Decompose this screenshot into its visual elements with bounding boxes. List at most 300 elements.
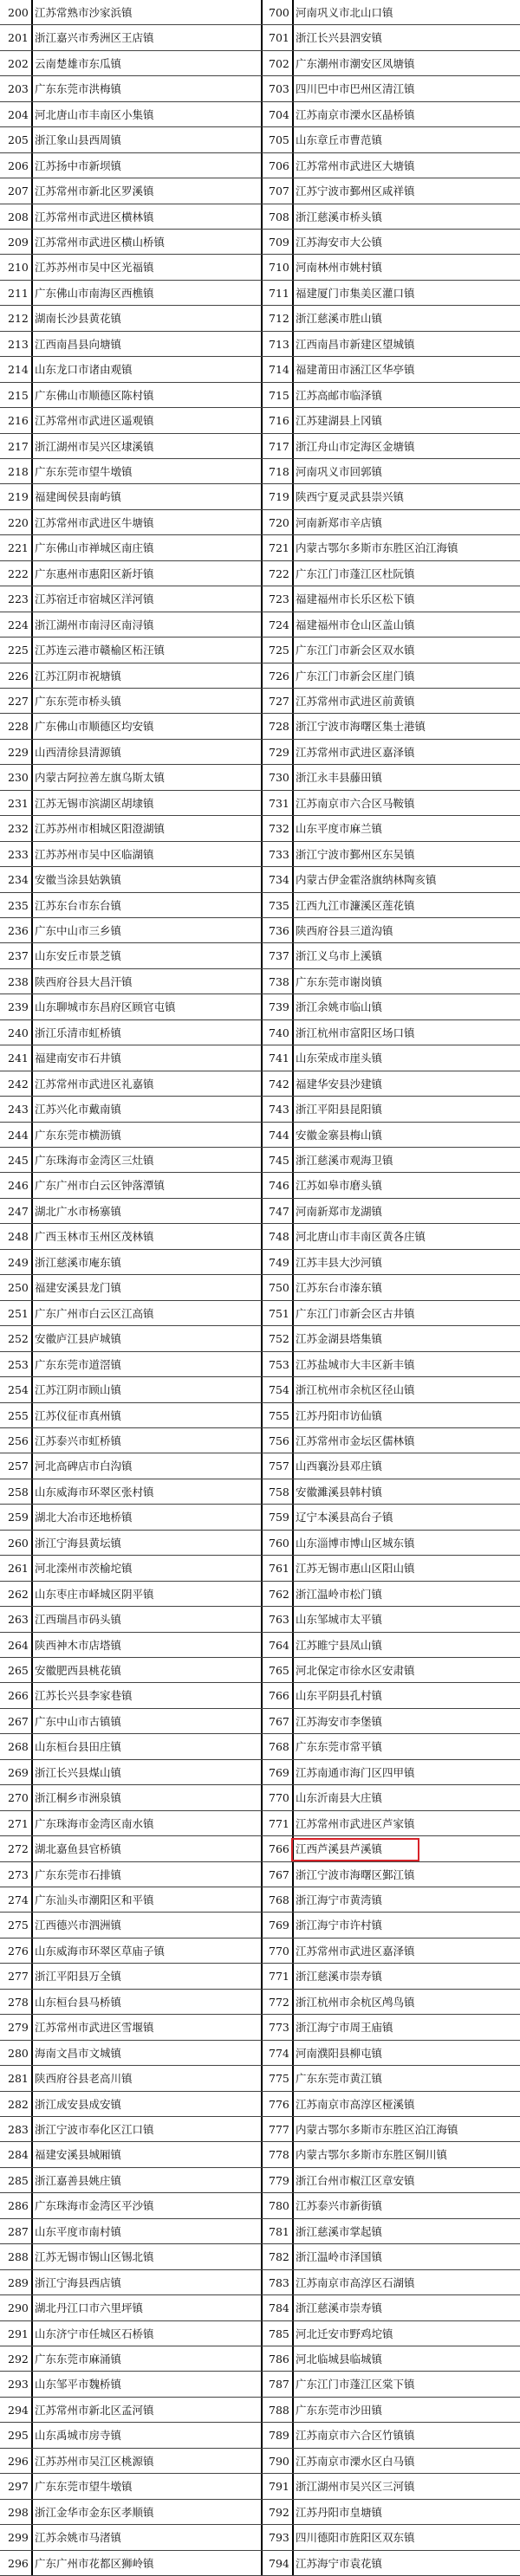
rank-number: 742 <box>269 1077 289 1091</box>
town-name: 浙江慈溪市崇寿镇 <box>296 2301 383 2315</box>
rank-number: 711 <box>269 286 289 300</box>
rank-number: 201 <box>8 31 29 45</box>
town-name: 浙江象山县西周镇 <box>35 133 122 147</box>
rank-number: 743 <box>269 1103 289 1116</box>
town-name: 江苏常州市武进区礼嘉镇 <box>35 1077 154 1091</box>
town-name: 江苏泰兴市虹桥镇 <box>35 1434 122 1447</box>
rank-number: 287 <box>8 2224 29 2238</box>
town-name: 福建华安县沙建镇 <box>296 1077 383 1091</box>
town-name: 安徽濉溪县韩村镇 <box>296 1485 383 1498</box>
town-name: 福建厦门市集美区灌口镇 <box>296 286 415 300</box>
town-name: 广东佛山市顺德区均安镇 <box>35 720 154 734</box>
town-name: 江苏高邮市临泽镇 <box>296 388 383 402</box>
rank-number: 213 <box>8 337 29 351</box>
rank-number: 237 <box>8 949 29 963</box>
town-name: 江苏常州市武进区嘉泽镇 <box>296 745 415 759</box>
town-name: 江苏常州市金坛区儒林镇 <box>296 1434 415 1447</box>
rank-number: 251 <box>8 1306 29 1320</box>
rank-number: 293 <box>8 2378 29 2392</box>
rank-number: 295 <box>8 2429 29 2443</box>
column-divider <box>292 0 294 2576</box>
town-name: 广东珠海市金湾区三灶镇 <box>35 1154 154 1168</box>
rank-number: 767 <box>269 1714 289 1728</box>
town-name: 江苏连云港市赣榆区柘汪镇 <box>35 644 166 657</box>
town-name: 浙江杭州市余杭区径山镇 <box>296 1383 415 1397</box>
rank-number: 774 <box>269 2046 289 2060</box>
town-name: 江苏金湖县塔集镇 <box>296 1332 383 1346</box>
town-name: 浙江成安县成安镇 <box>35 2097 122 2111</box>
town-name: 山东禹城市房寺镇 <box>35 2429 122 2443</box>
town-name: 广东江门市蓬江区棠下镇 <box>296 2378 415 2392</box>
town-name: 湖北广水市杨寨镇 <box>35 1204 122 1218</box>
town-name: 安徽庐江县庐城镇 <box>35 1332 122 1346</box>
town-name: 江西瑞昌市码头镇 <box>35 1613 122 1627</box>
rank-number: 784 <box>269 2301 289 2315</box>
rank-number: 242 <box>8 1077 29 1091</box>
town-name: 山东章丘市曹范镇 <box>296 133 383 147</box>
town-name: 浙江杭州市余杭区鸬鸟镇 <box>296 1995 415 2009</box>
rank-number: 226 <box>8 669 29 683</box>
town-name: 福建闽侯县南屿镇 <box>35 490 122 504</box>
town-name: 江苏南京市溧水区白马镇 <box>296 2454 415 2468</box>
rank-number: 722 <box>269 566 289 580</box>
rank-number: 762 <box>269 1587 289 1601</box>
town-name: 浙江慈溪市桥头镇 <box>296 210 383 223</box>
rank-number: 253 <box>8 1357 29 1371</box>
town-name: 湖北大冶市还地桥镇 <box>35 1511 133 1524</box>
rank-number: 701 <box>269 31 289 45</box>
town-name: 河南巩义市北山口镇 <box>296 6 393 19</box>
rank-number: 282 <box>8 2097 29 2111</box>
rank-number: 725 <box>269 644 289 657</box>
town-name: 江苏常州市武进区芦家镇 <box>296 1816 415 1830</box>
rank-number: 718 <box>269 465 289 479</box>
rank-number: 222 <box>8 566 29 580</box>
town-name: 福建南安市石井镇 <box>35 1052 122 1065</box>
town-name: 浙江嘉兴市秀洲区王店镇 <box>35 31 154 45</box>
rank-number: 709 <box>269 236 289 249</box>
town-name: 浙江慈溪市掌起镇 <box>296 2224 383 2238</box>
town-name: 浙江海宁市许村镇 <box>296 1919 383 1932</box>
town-name: 浙江舟山市定海区金塘镇 <box>296 439 415 453</box>
rank-number: 283 <box>8 2122 29 2136</box>
town-name: 湖北嘉鱼县官桥镇 <box>35 1842 122 1856</box>
town-name: 江苏兴化市戴南镇 <box>35 1103 122 1116</box>
town-name: 浙江宁海县西店镇 <box>35 2275 122 2289</box>
town-name: 广西玉林市玉州区茂林镇 <box>35 1230 154 1244</box>
rank-number: 775 <box>269 2072 289 2086</box>
rank-number: 269 <box>8 1765 29 1779</box>
town-name: 浙江金华市金东区孝顺镇 <box>35 2505 154 2519</box>
rank-number: 758 <box>269 1485 289 1498</box>
rank-number: 292 <box>8 2352 29 2366</box>
town-name: 江苏长兴县李家巷镇 <box>35 1689 133 1703</box>
town-name: 江苏丹阳市皇塘镇 <box>296 2505 383 2519</box>
rank-number: 289 <box>8 2275 29 2289</box>
town-name: 湖南长沙县黄花镇 <box>35 312 122 326</box>
rank-number: 767 <box>269 1867 289 1881</box>
rank-number: 260 <box>8 1536 29 1550</box>
rank-number: 763 <box>269 1613 289 1627</box>
rank-number: 706 <box>269 159 289 172</box>
rank-number: 714 <box>269 363 289 377</box>
town-name: 广东中山市三乡镇 <box>35 924 122 938</box>
town-name: 山西清徐县清源镇 <box>35 745 122 759</box>
town-name: 山东平阴县孔村镇 <box>296 1689 383 1703</box>
town-name: 江苏睢宁县凤山镇 <box>296 1638 383 1652</box>
rank-number: 268 <box>8 1740 29 1754</box>
rank-number: 739 <box>269 1000 289 1014</box>
rank-number: 215 <box>8 388 29 402</box>
town-name: 河北滦州市茨榆坨镇 <box>35 1562 133 1576</box>
rank-number: 728 <box>269 720 289 734</box>
town-name: 河北临城县临城镇 <box>296 2352 383 2366</box>
rank-number: 702 <box>269 56 289 70</box>
rank-number: 779 <box>269 2173 289 2187</box>
town-name: 浙江乐清市虹桥镇 <box>35 1026 122 1039</box>
rank-number: 766 <box>269 1842 289 1856</box>
town-name: 广东江门市新会区双水镇 <box>296 644 415 657</box>
town-name: 江苏扬中市新坝镇 <box>35 159 122 172</box>
town-name: 四川巴中市巴州区清江镇 <box>296 82 415 96</box>
rank-number: 717 <box>269 439 289 453</box>
town-name: 浙江慈溪市崇寿镇 <box>296 1970 383 1984</box>
town-name: 浙江永丰县藤田镇 <box>296 771 383 785</box>
rank-number: 703 <box>269 82 289 96</box>
rank-number: 250 <box>8 1281 29 1295</box>
town-name: 广东东莞市黄江镇 <box>296 2072 383 2086</box>
town-name: 江苏常州市武进区前黄镇 <box>296 695 415 709</box>
town-name: 山东淄博市博山区城东镇 <box>296 1536 415 1550</box>
town-name: 江苏余姚市马渚镇 <box>35 2531 122 2545</box>
rank-number: 244 <box>8 1128 29 1142</box>
town-name: 福建安溪县龙门镇 <box>35 1281 122 1295</box>
town-name: 江苏常州市武进区牛塘镇 <box>35 515 154 529</box>
town-name: 浙江湖州市南浔区南浔镇 <box>35 618 154 631</box>
town-name: 广东广州市花都区狮岭镇 <box>35 2556 154 2570</box>
town-name: 安徽金寨县梅山镇 <box>296 1128 383 1142</box>
town-name: 浙江海宁市黄湾镇 <box>296 1893 383 1906</box>
rank-number: 770 <box>269 1944 289 1958</box>
rank-number: 277 <box>8 1970 29 1984</box>
rank-number: 281 <box>8 2072 29 2086</box>
town-name: 山东安丘市景芝镇 <box>35 949 122 963</box>
town-name: 江苏丹阳市访仙镇 <box>296 1408 383 1422</box>
town-name: 广东东莞市洪梅镇 <box>35 82 122 96</box>
town-name: 江苏常熟市沙家浜镇 <box>35 6 133 19</box>
rank-number: 750 <box>269 1281 289 1295</box>
rank-number: 221 <box>8 541 29 555</box>
town-name: 广东江门市蓬江区杜阮镇 <box>296 566 415 580</box>
town-name: 浙江慈溪市胜山镇 <box>296 312 383 326</box>
town-name: 河南濮阳县柳屯镇 <box>296 2046 383 2060</box>
town-name: 广东东莞市石排镇 <box>35 1867 122 1881</box>
rank-number: 259 <box>8 1511 29 1524</box>
town-name: 浙江台州市椒江区章安镇 <box>296 2173 415 2187</box>
town-name: 山东沂南县大庄镇 <box>296 1791 383 1805</box>
rank-number: 738 <box>269 974 289 988</box>
town-name: 河南林州市姚村镇 <box>296 261 383 275</box>
town-name: 安徽当涂县姑孰镇 <box>35 873 122 887</box>
town-name: 广东佛山市顺德区陈村镇 <box>35 388 154 402</box>
rank-number: 753 <box>269 1357 289 1371</box>
rank-number: 211 <box>8 286 29 300</box>
town-name: 江苏常州市武进区横林镇 <box>35 210 154 223</box>
town-name: 江苏宿迁市宿城区洋河镇 <box>35 592 154 606</box>
rank-number: 760 <box>269 1536 289 1550</box>
town-name: 江苏海宁市袁花镇 <box>296 2556 383 2570</box>
town-name: 河北唐山市丰南区小集镇 <box>35 107 154 121</box>
rank-number: 275 <box>8 1919 29 1932</box>
rank-number: 258 <box>8 1485 29 1498</box>
rank-number: 782 <box>269 2250 289 2264</box>
rank-number: 752 <box>269 1332 289 1346</box>
rank-number: 705 <box>269 133 289 147</box>
rank-number: 770 <box>269 1791 289 1805</box>
rank-number: 790 <box>269 2454 289 2468</box>
rank-number: 734 <box>269 873 289 887</box>
town-name: 浙江义乌市上溪镇 <box>296 949 383 963</box>
town-name: 江西九江市濂溪区莲花镇 <box>296 898 415 912</box>
town-name: 广东江门市新会区古井镇 <box>296 1306 415 1320</box>
rank-number: 776 <box>269 2097 289 2111</box>
town-name: 江西德兴市泗洲镇 <box>35 1919 122 1932</box>
town-name: 山东桓台县马桥镇 <box>35 1995 122 2009</box>
rank-number: 780 <box>269 2199 289 2213</box>
rank-number: 228 <box>8 720 29 734</box>
town-name: 海南文昌市文城镇 <box>35 2046 122 2060</box>
rank-number: 771 <box>269 1816 289 1830</box>
rank-number: 783 <box>269 2275 289 2289</box>
town-name: 湖北丹江口市六里坪镇 <box>35 2301 144 2315</box>
column-divider <box>261 0 263 2576</box>
rank-number: 712 <box>269 312 289 326</box>
town-name: 江苏南京市溧水区晶桥镇 <box>296 107 415 121</box>
rank-number: 246 <box>8 1179 29 1193</box>
rank-number: 204 <box>8 107 29 121</box>
rank-number: 719 <box>269 490 289 504</box>
rank-number: 299 <box>8 2531 29 2545</box>
town-name: 福建福州市仓山区盖山镇 <box>296 618 415 631</box>
rank-number: 233 <box>8 847 29 861</box>
rank-number: 736 <box>269 924 289 938</box>
rank-number: 757 <box>269 1460 289 1473</box>
rank-number: 748 <box>269 1230 289 1244</box>
rank-number: 296 <box>8 2556 29 2570</box>
rank-number: 294 <box>8 2403 29 2417</box>
rank-number: 240 <box>8 1026 29 1039</box>
rank-number: 207 <box>8 184 29 198</box>
town-name: 浙江湖州市吴兴区埭溪镇 <box>35 439 154 453</box>
town-name: 山东邹城市太平镇 <box>296 1613 383 1627</box>
town-name: 江苏常州市武进区遥观镇 <box>35 414 154 428</box>
town-name: 浙江平阳县昆阳镇 <box>296 1103 383 1116</box>
town-name: 广东惠州市惠阳区新圩镇 <box>35 566 154 580</box>
rank-number: 764 <box>269 1638 289 1652</box>
rank-number: 241 <box>8 1052 29 1065</box>
rank-number: 788 <box>269 2403 289 2417</box>
rank-number: 231 <box>8 796 29 810</box>
rank-number: 286 <box>8 2199 29 2213</box>
town-name: 广东东莞市望牛墩镇 <box>35 465 133 479</box>
rank-number: 266 <box>8 1689 29 1703</box>
town-name: 山东荣成市崖头镇 <box>296 1052 383 1065</box>
town-name: 内蒙古鄂尔多斯市东胜区泊江海镇 <box>296 541 458 555</box>
town-name: 江苏南通市海门区四甲镇 <box>296 1765 415 1779</box>
town-name: 江苏苏州市吴中区光福镇 <box>35 261 154 275</box>
rank-number: 759 <box>269 1511 289 1524</box>
rank-number: 212 <box>8 312 29 326</box>
rank-number: 267 <box>8 1714 29 1728</box>
rank-number: 789 <box>269 2429 289 2443</box>
town-name: 河南新郑市龙湖镇 <box>296 1204 383 1218</box>
rank-number: 252 <box>8 1332 29 1346</box>
rank-number: 291 <box>8 2327 29 2340</box>
rank-number: 288 <box>8 2250 29 2264</box>
rank-number: 247 <box>8 1204 29 1218</box>
town-name: 江西芦溪县芦溪镇 <box>296 1842 383 1856</box>
town-name: 广东东莞市道滘镇 <box>35 1357 122 1371</box>
rank-number: 272 <box>8 1842 29 1856</box>
rank-number: 778 <box>269 2148 289 2162</box>
rank-number: 741 <box>269 1052 289 1065</box>
rank-number: 726 <box>269 669 289 683</box>
rank-number: 224 <box>8 618 29 631</box>
town-name: 广东珠海市金湾区平沙镇 <box>35 2199 154 2213</box>
town-name: 山东龙口市诸由观镇 <box>35 363 133 377</box>
rank-number: 785 <box>269 2327 289 2340</box>
rank-number: 274 <box>8 1893 29 1906</box>
town-name: 河北高碑店市白沟镇 <box>35 1460 133 1473</box>
rank-number: 245 <box>8 1154 29 1168</box>
town-name: 江苏常州市新北区罗溪镇 <box>35 184 154 198</box>
town-name: 山东平度市麻兰镇 <box>296 822 383 836</box>
rank-number: 279 <box>8 2021 29 2035</box>
rank-number: 216 <box>8 414 29 428</box>
rank-number: 255 <box>8 1408 29 1422</box>
rank-number: 208 <box>8 210 29 223</box>
town-name: 广东中山市古镇镇 <box>35 1714 122 1728</box>
rank-number: 270 <box>8 1791 29 1805</box>
town-name: 江西南昌县向塘镇 <box>35 337 122 351</box>
town-name: 江苏南京市高淳区桠溪镇 <box>296 2097 415 2111</box>
town-name: 浙江温岭市泽国镇 <box>296 2250 383 2264</box>
rank-number: 290 <box>8 2301 29 2315</box>
town-name: 江苏建湖县上冈镇 <box>296 414 383 428</box>
rank-number: 781 <box>269 2224 289 2238</box>
town-name: 江苏苏州市相城区阳澄湖镇 <box>35 822 166 836</box>
town-name: 山东枣庄市峄城区阴平镇 <box>35 1587 154 1601</box>
rank-number: 768 <box>269 1740 289 1754</box>
rank-number: 765 <box>269 1663 289 1677</box>
rank-number: 236 <box>8 924 29 938</box>
town-name: 安徽肥西县桃花镇 <box>35 1663 122 1677</box>
rank-number: 249 <box>8 1255 29 1269</box>
town-name: 广东佛山市南海区西樵镇 <box>35 286 154 300</box>
rank-number: 793 <box>269 2531 289 2545</box>
rank-number: 769 <box>269 1765 289 1779</box>
town-name: 广东东莞市常平镇 <box>296 1740 383 1754</box>
rank-number: 744 <box>269 1128 289 1142</box>
town-name: 江苏海安市大公镇 <box>296 236 383 249</box>
rank-number: 206 <box>8 159 29 172</box>
rank-number: 262 <box>8 1587 29 1601</box>
rank-number: 200 <box>8 6 29 19</box>
town-name: 江苏仪征市真州镇 <box>35 1408 122 1422</box>
town-name: 内蒙古阿拉善左旗乌斯太镇 <box>35 771 166 785</box>
town-name: 山东威海市环翠区草庙子镇 <box>35 1944 166 1958</box>
town-name: 广东江门市新会区崖门镇 <box>296 669 415 683</box>
town-name: 广东广州市白云区江高镇 <box>35 1306 154 1320</box>
rank-number: 732 <box>269 822 289 836</box>
rank-number: 720 <box>269 515 289 529</box>
rank-number: 771 <box>269 1970 289 1984</box>
town-name: 广东东莞市谢岗镇 <box>296 974 383 988</box>
rank-number: 777 <box>269 2122 289 2136</box>
town-name: 江苏海安市李堡镇 <box>296 1714 383 1728</box>
rank-number: 707 <box>269 184 289 198</box>
rank-number: 746 <box>269 1179 289 1193</box>
rank-number: 794 <box>269 2556 289 2570</box>
rank-number: 218 <box>8 465 29 479</box>
rank-number: 700 <box>269 6 289 19</box>
rank-number: 747 <box>269 1204 289 1218</box>
rank-number: 227 <box>8 695 29 709</box>
rank-number: 210 <box>8 261 29 275</box>
town-name: 河北保定市徐水区安肃镇 <box>296 1663 415 1677</box>
rank-number: 214 <box>8 363 29 377</box>
rank-number: 239 <box>8 1000 29 1014</box>
rank-number: 708 <box>269 210 289 223</box>
rank-number: 297 <box>8 2480 29 2494</box>
rank-number: 219 <box>8 490 29 504</box>
rank-number: 755 <box>269 1408 289 1422</box>
rank-number: 263 <box>8 1613 29 1627</box>
town-name: 江苏常州市武进区大塘镇 <box>296 159 415 172</box>
rank-number: 229 <box>8 745 29 759</box>
rank-number: 232 <box>8 822 29 836</box>
rank-number: 223 <box>8 592 29 606</box>
rank-number: 256 <box>8 1434 29 1447</box>
column-divider <box>31 0 33 2576</box>
town-name: 江苏盐城市大丰区新丰镇 <box>296 1357 415 1371</box>
town-name: 江苏无锡市滨湖区胡埭镇 <box>35 796 154 810</box>
town-name: 广东东莞市沙田镇 <box>296 2403 383 2417</box>
town-name: 江苏无锡市锡山区锡北镇 <box>35 2250 154 2264</box>
rank-number: 220 <box>8 515 29 529</box>
rank-number: 745 <box>269 1154 289 1168</box>
rank-number: 768 <box>269 1893 289 1906</box>
rank-number: 285 <box>8 2173 29 2187</box>
town-name: 山西襄汾县邓庄镇 <box>296 1460 383 1473</box>
town-name: 陕西府谷县大昌汗镇 <box>35 974 133 988</box>
rank-number: 792 <box>269 2505 289 2519</box>
highlight-box <box>291 1838 419 1861</box>
rank-number: 740 <box>269 1026 289 1039</box>
rank-number: 202 <box>8 56 29 70</box>
town-name: 河北唐山市丰南区黄各庄镇 <box>296 1230 426 1244</box>
rank-number: 721 <box>269 541 289 555</box>
town-name: 江苏宁波市鄞州区咸祥镇 <box>296 184 415 198</box>
town-name: 江苏苏州市吴江区桃源镇 <box>35 2454 154 2468</box>
rank-number: 235 <box>8 898 29 912</box>
town-name: 浙江嘉善县姚庄镇 <box>35 2173 122 2187</box>
town-name: 江西南昌市新建区望城镇 <box>296 337 415 351</box>
town-name: 浙江慈溪市庵东镇 <box>35 1255 122 1269</box>
rank-number: 761 <box>269 1562 289 1576</box>
town-name: 江苏常州市武进区横山桥镇 <box>35 236 166 249</box>
rank-number: 238 <box>8 974 29 988</box>
